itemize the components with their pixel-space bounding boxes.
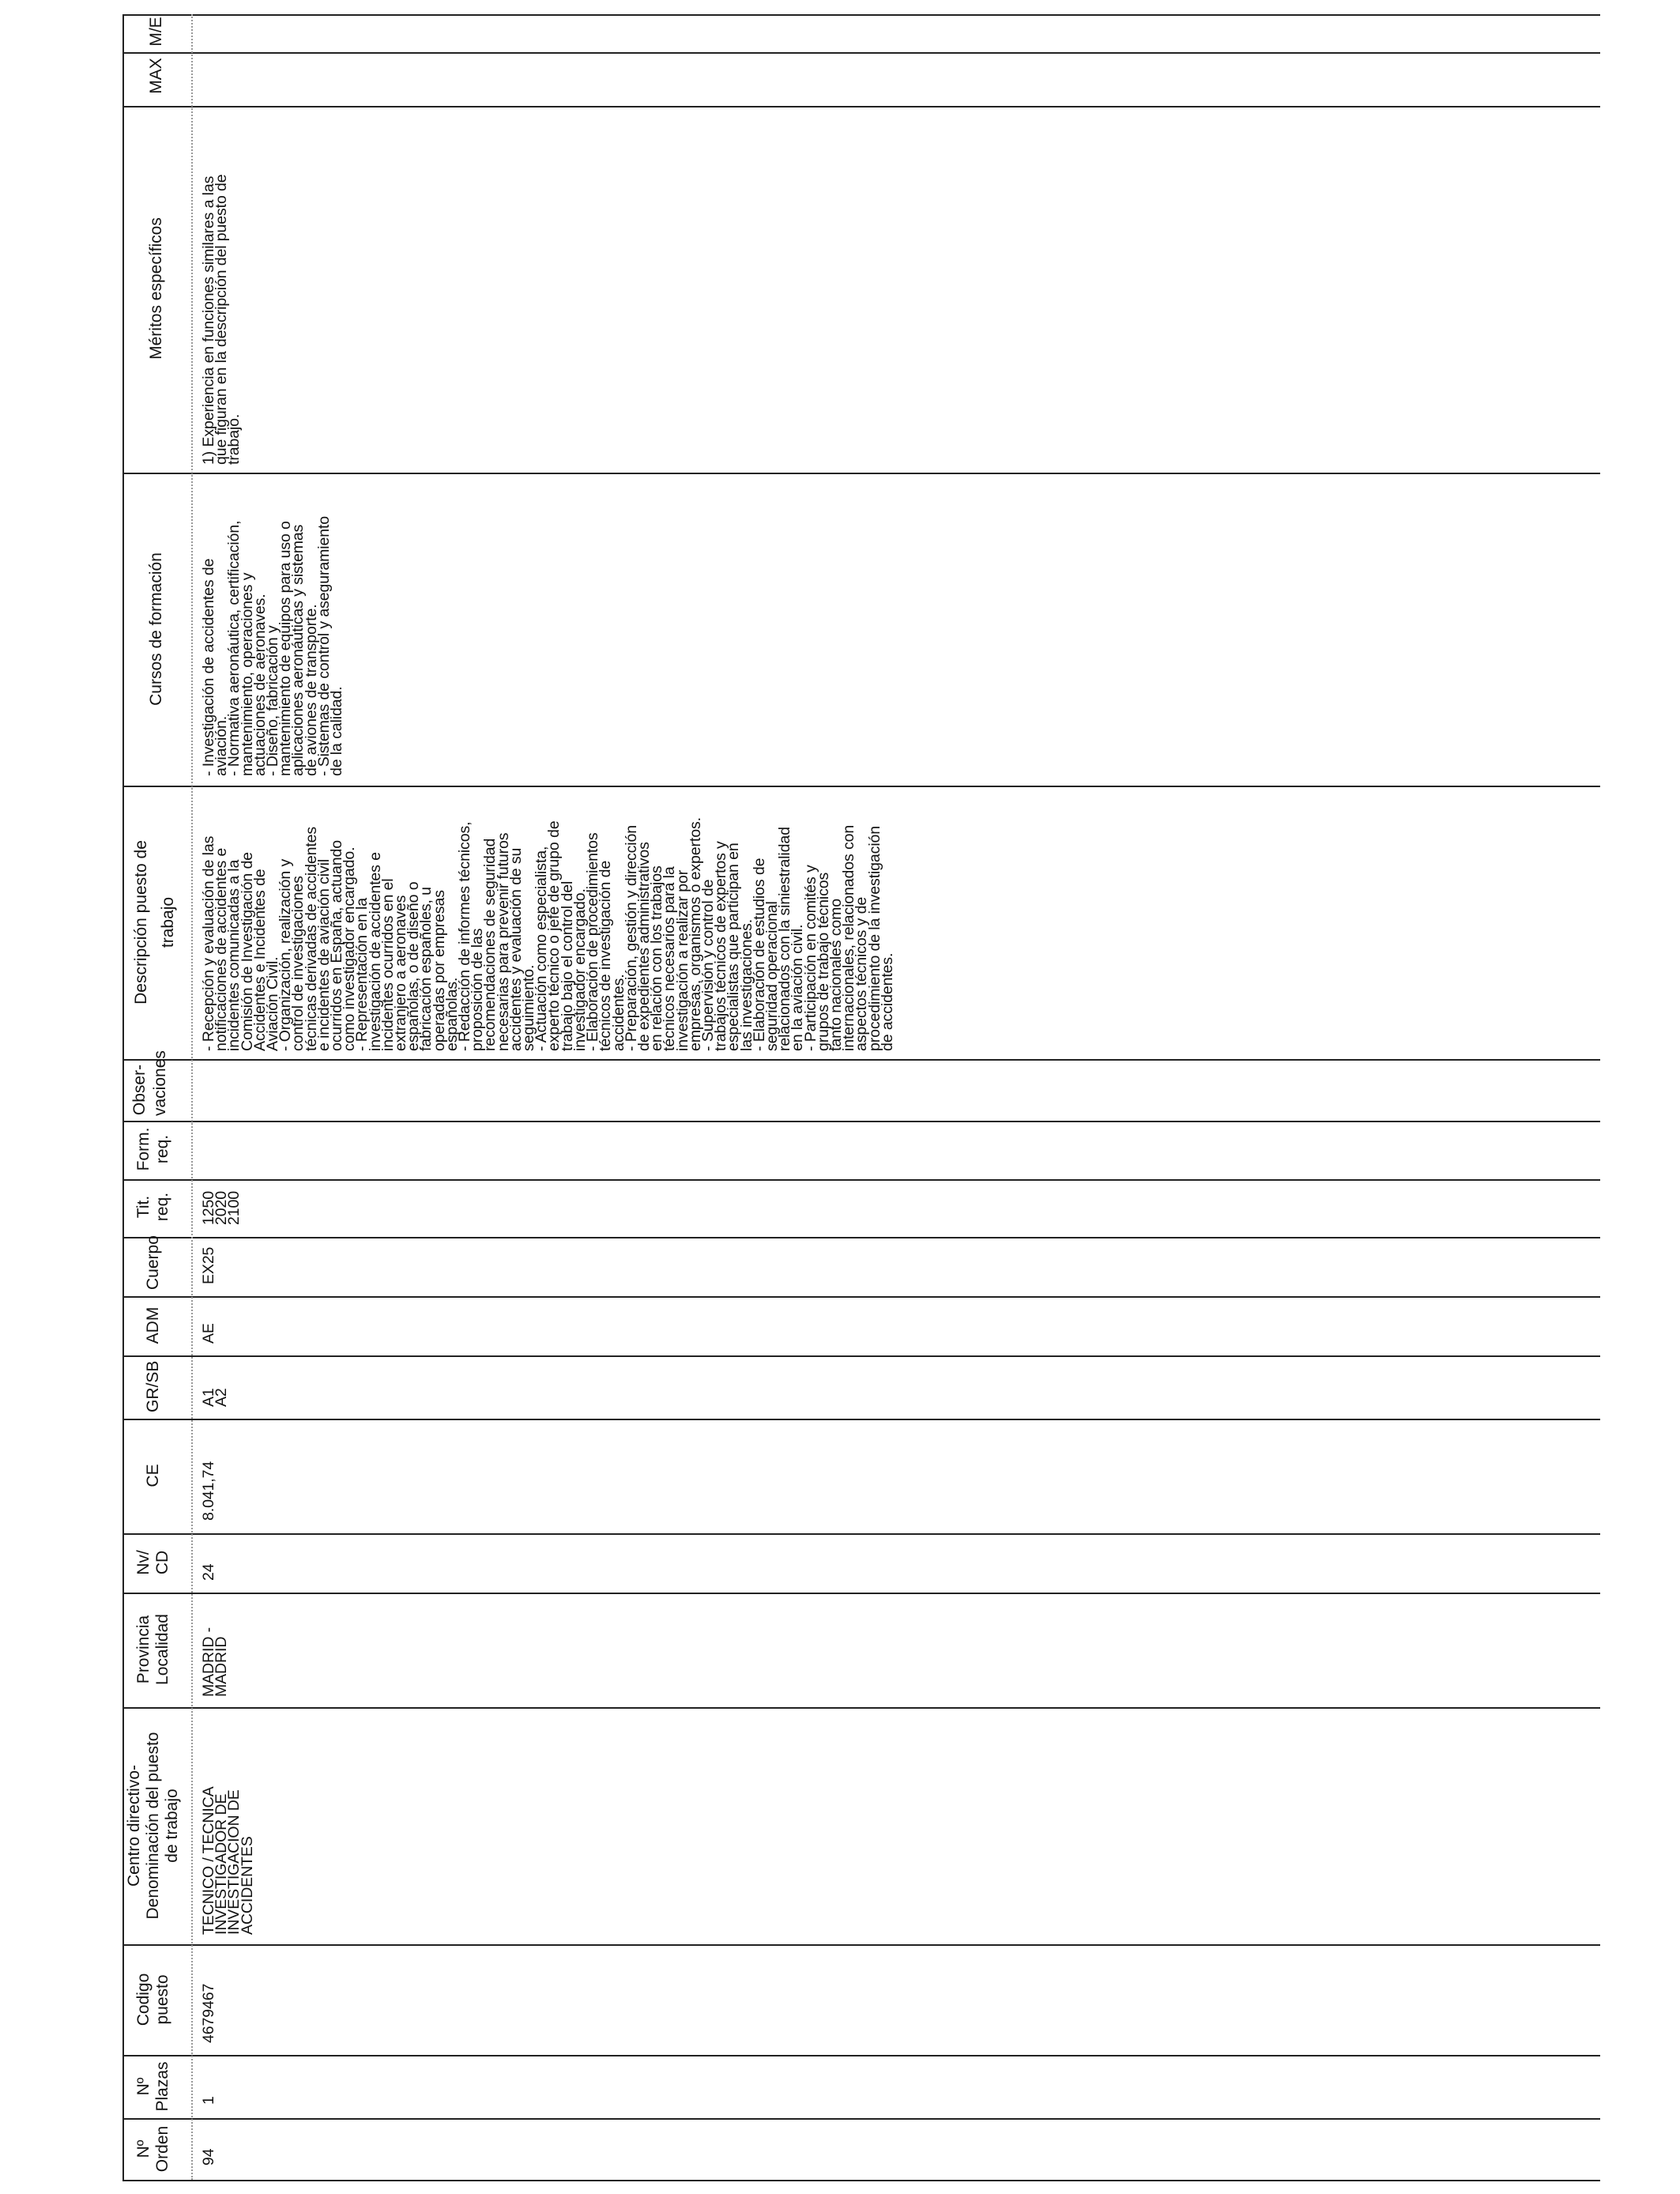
header-cursos: Cursos de formación — [147, 552, 165, 706]
cell-descripcion: - Recepción y evaluación de las notificaciones de accidentes e incidentes comunicadas a la Comisión de Investigación de Accidentes e Incidentes de Aviación Civil. - Organización, realización y control de investigaciones técnicas derivadas de accidentes e incidentes de aviación civil ocurridos en España, actuando como investigador encargado. - Representación en la investigación de accidentes e incidentes ocurridos en el extranjero a aeronaves españolas, o de diseño o fabricación españoles, u operadas por empresas españolas. - Redacción de informes técnicos, proposición de las recomendaciones de seguridad necesarias para prevenir futuros accidentes y evaluación de su seguimiento. - Actuación como especialista, experto técnico o jefe de grupo de trabajo bajo el control del investigador encargado. - Elaboración de procedimientos técnicos de investigación de accidentes. - Preparación, gestión y dirección de expedientes administrativos en relación con los trabajos técnicos necesarios para la investigación a realizar por empresas, organismos o expertos. - Supervisión y control de trabajos técnicos de expertos y especialistas que participan en las investigaciones. - Elaboración de estudios de seguridad operacional relacionados con la siniestralidad en la aviación civil. - Participación en comités y grupos de trabajo técnicos tanto nacionales como internacionales, relacionados con aspectos técnicos y de procedimiento de la investigación de accidentes. — [200, 817, 896, 1051]
cell-provincia: MADRID - MADRID — [200, 1627, 231, 1697]
rule — [122, 1296, 1600, 1298]
cell-centro: TECNICO / TECNICA INVESTIGADOR DE INVESTIGACION DE ACCIDENTES — [200, 1786, 256, 1935]
header-adm: ADM — [144, 1306, 162, 1344]
rule — [122, 473, 1600, 474]
cell-grsb: A1 A2 — [200, 1388, 231, 1407]
rule — [122, 1533, 1600, 1535]
header-plazas: Nº Plazas — [134, 2061, 171, 2112]
rule — [122, 106, 1600, 107]
header-separator — [191, 14, 193, 2180]
header-descripcion: Descripción puesto de trabajo — [132, 840, 177, 1005]
header-grsb: GR/SB — [144, 1360, 162, 1412]
cell-codigo: 4679467 — [200, 1983, 217, 2043]
cell-cuerpo: EX25 — [200, 1246, 217, 1284]
header-max: MAX — [147, 58, 165, 94]
rule — [122, 1419, 1600, 1420]
header-orden: Nº Orden — [134, 2125, 171, 2173]
cell-ce: 8.041,74 — [200, 1461, 217, 1521]
rule — [122, 1355, 1600, 1357]
header-cuerpo: Cuerpo — [144, 1235, 162, 1290]
rule-bottom — [122, 2180, 1600, 2181]
header-tit: Tit. req. — [134, 1192, 171, 1222]
rule-top — [122, 14, 1600, 16]
rule — [122, 2118, 1600, 2120]
rule — [122, 1121, 1600, 1122]
left-border — [122, 14, 124, 2181]
rule — [122, 1593, 1600, 1594]
rule — [122, 1944, 1600, 1946]
header-nivel: Nv/ CD — [134, 1550, 171, 1575]
header-form: Form. req. — [134, 1127, 171, 1171]
cell-meritos: 1) Experiencia en funciones similares a las que figuran en la descripción del puesto de trabajo. — [200, 174, 243, 465]
header-centro: Centro directivo- Denominación del puesto de trabajo — [125, 1732, 181, 1920]
rule — [122, 2055, 1600, 2056]
cell-adm: AE — [200, 1323, 217, 1344]
header-meritos: Méritos específicos — [147, 217, 165, 360]
rule — [122, 52, 1600, 54]
rule — [122, 1059, 1600, 1061]
header-codigo: Codigo puesto — [134, 1973, 171, 2026]
cell-cursos: - Investigación de accidentes de aviación. - Normativa aeronáutica, certificación, mantenimiento, operaciones y actuaciones de aeronaves. - Diseño, fabricación y mantenimiento de equipos para uso o aplicaciones aeronáuticas y sistemas de aviones de transporte. - Sistemas de control y aseguramiento de la calidad. — [200, 515, 346, 776]
cell-nivel: 24 — [200, 1563, 217, 1581]
rule — [122, 1179, 1600, 1181]
rule — [122, 1707, 1600, 1709]
header-ce: CE — [144, 1464, 162, 1487]
header-provincia: Provincia Localidad — [134, 1614, 171, 1685]
cell-plazas: 1 — [200, 2096, 217, 2105]
header-me: M/E — [147, 17, 165, 47]
rule — [122, 1237, 1600, 1238]
cell-orden: 94 — [200, 2148, 217, 2166]
cell-tit: 1250 2020 2100 — [200, 1191, 243, 1225]
header-obs: Obser- vaciones — [130, 1050, 169, 1116]
